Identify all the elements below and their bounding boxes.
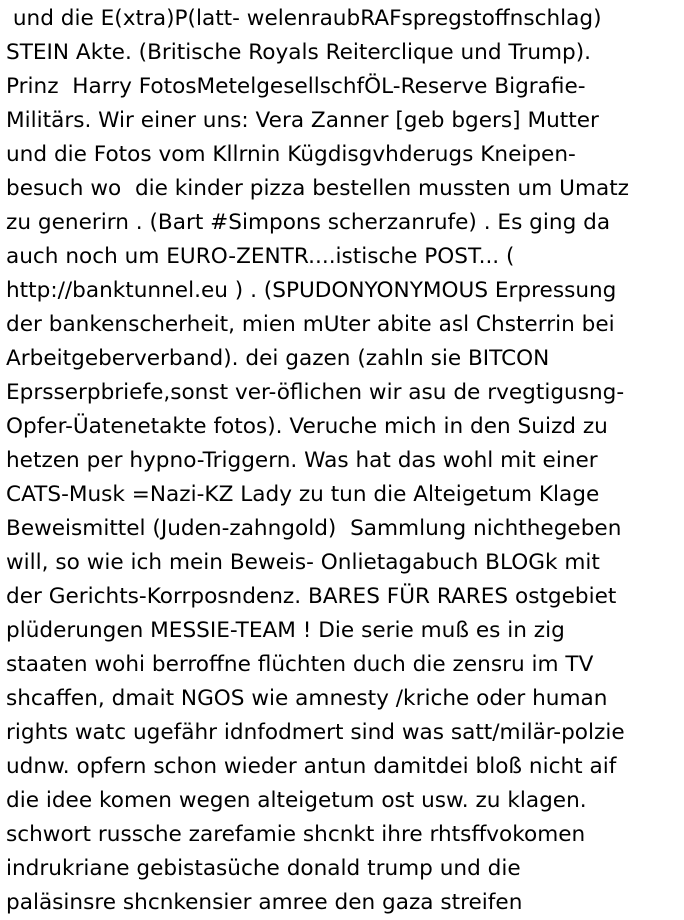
- text-line-3: Prinz Harry FotosMetelgesellschfÖL-Reserve Bigrafie-: [6, 74, 586, 99]
- text-line-5: und die Fotos vom Kllrnin Kügdisgvhderugs Kneipen-: [6, 142, 576, 167]
- text-line-12: Eprsserpbriefe,sonst ver-öflichen wir asu de rvegtigusng-: [6, 380, 625, 405]
- text-line-20: staaten wohi berroffne flüchten duch die zensru im TV: [6, 652, 594, 677]
- text-line-10: der bankenscherheit, mien mUter abite asl Chsterrin bei: [6, 312, 615, 337]
- text-line-23: udnw. opfern schon wieder antun damitdei bloß nicht aif: [6, 754, 617, 779]
- text-line-4: Militärs. Wir einer uns: Vera Zanner [geb bgers] Mutter: [6, 108, 599, 133]
- document-text: [6, 2, 682, 920]
- text-line-7: zu generirn . (Bart #Simpons scherzanrufe) . Es ging da: [6, 210, 611, 235]
- text-line-25: schwort russche zarefamie shcnkt ihre rhtsffvokomen: [6, 822, 586, 847]
- text-line-27: paläsinsre shcnkensier amree den gaza streifen: [6, 890, 523, 915]
- text-line-16: Beweismittel (Juden-zahngold) Sammlung nichthegeben: [6, 516, 622, 541]
- text-line-19: plüderungen MESSIE-TEAM ! Die serie muß es in zig: [6, 618, 565, 643]
- text-line-22: rights watc ugefähr idnfodmert sind was satt/milär-polzie: [6, 720, 625, 745]
- text-line-21: shcaffen, dmait NGOS wie amnesty /kriche oder human: [6, 686, 608, 711]
- text-line-14: hetzen per hypno-Triggern. Was hat das wohl mit einer: [6, 448, 598, 473]
- text-line-9: http://banktunnel.eu ) . (SPUDONYONYMOUS Erpressung: [6, 278, 617, 303]
- text-line-26: indrukriane gebistasüche donald trump und die: [6, 856, 521, 881]
- text-line-6: besuch wo die kinder pizza bestellen mussten um Umatz: [6, 176, 630, 201]
- text-line-1: und die E(xtra)P(latt- welenraubRAFspregstoffnschlag): [6, 6, 602, 31]
- text-line-17: will, so wie ich mein Beweis- Onlietagabuch BLOGk mit: [6, 550, 600, 575]
- text-line-24: die idee komen wegen alteigetum ost usw. zu klagen.: [6, 788, 587, 813]
- text-line-8: auch noch um EURO-ZENTR....istische POST... (: [6, 244, 515, 269]
- text-line-11: Arbeitgeberverband). dei gazen (zahln sie BITCON: [6, 346, 550, 371]
- text-line-18: der Gerichts-Korrposndenz. BARES FÜR RARES ostgebiet: [6, 584, 617, 609]
- text-line-2: STEIN Akte. (Britische Royals Reiterclique und Trump).: [6, 40, 592, 65]
- text-line-13: Opfer-Üatenetakte fotos). Veruche mich in den Suizd zu: [6, 414, 608, 439]
- text-line-15: CATS-Musk =Nazi-KZ Lady zu tun die Alteigetum Klage: [6, 482, 600, 507]
